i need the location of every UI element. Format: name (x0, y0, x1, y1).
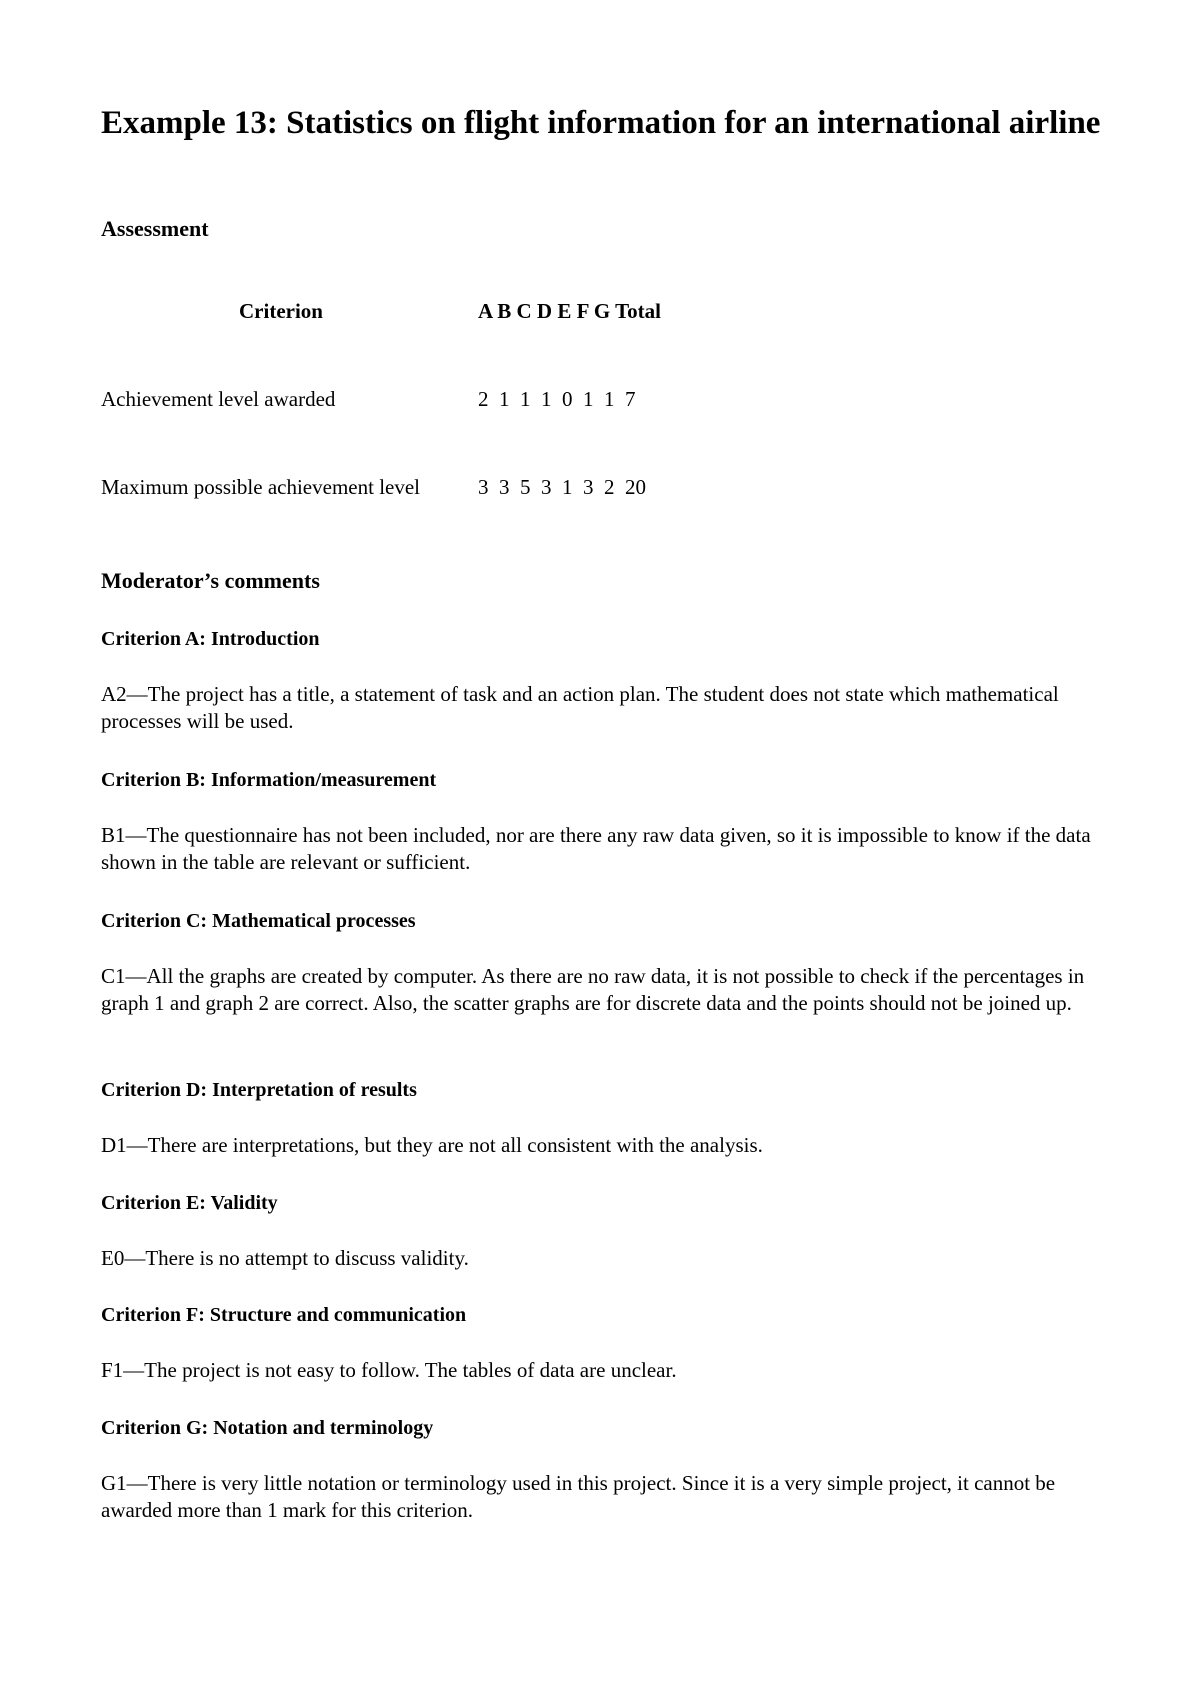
assessment-row-values: 2 1 1 1 0 1 1 7 (478, 387, 636, 411)
assessment-row-label: Achievement level awarded (101, 387, 336, 411)
criterion-b-comment: B1—The questionnaire has not been included, nor are there any raw data given, so it is impossible to know if the data shown in the table are relevant or sufficient. (101, 823, 1091, 874)
criterion-a-comment: A2—The project has a title, a statement of task and an action plan. The student does not state which mathematical processes will be used. (101, 682, 1059, 733)
criterion-a-heading: Criterion A: Introduction (101, 628, 320, 650)
criterion-f-comment: F1—The project is not easy to follow. The tables of data are unclear. (101, 1358, 677, 1382)
assessment-header-label: Criterion (239, 299, 323, 323)
criterion-c-heading: Criterion C: Mathematical processes (101, 910, 416, 932)
criterion-e-heading: Criterion E: Validity (101, 1192, 278, 1214)
moderator-comments-heading: Moderator’s comments (101, 568, 320, 593)
assessment-heading: Assessment (101, 216, 209, 241)
criterion-f-heading: Criterion F: Structure and communication (101, 1304, 467, 1326)
assessment-row-values: 3 3 5 3 1 3 2 20 (478, 475, 646, 499)
criterion-e-comment: E0—There is no attempt to discuss validity. (101, 1246, 469, 1270)
document-title: Example 13: Statistics on flight information for an international airline (101, 105, 1101, 141)
criterion-c-comment: C1—All the graphs are created by computer. As there are no raw data, it is not possible to check if the percentages in graph 1 and graph 2 are correct. Also, the scatter graphs are for discrete data and the points should not be joined up. (101, 964, 1085, 1015)
criterion-d-heading: Criterion D: Interpretation of results (101, 1079, 417, 1101)
criterion-g-comment: G1—There is very little notation or terminology used in this project. Since it is a very simple project, it cannot be awarded more than 1 mark for this criterion. (101, 1471, 1056, 1522)
criterion-g-heading: Criterion G: Notation and terminology (101, 1417, 434, 1439)
criterion-b-heading: Criterion B: Information/measurement (101, 769, 437, 791)
criterion-d-comment: D1—There are interpretations, but they are not all consistent with the analysis. (101, 1133, 763, 1157)
assessment-row-label: Maximum possible achievement level (101, 475, 420, 499)
assessment-header-cells: A B C D E F G Total (478, 299, 662, 323)
